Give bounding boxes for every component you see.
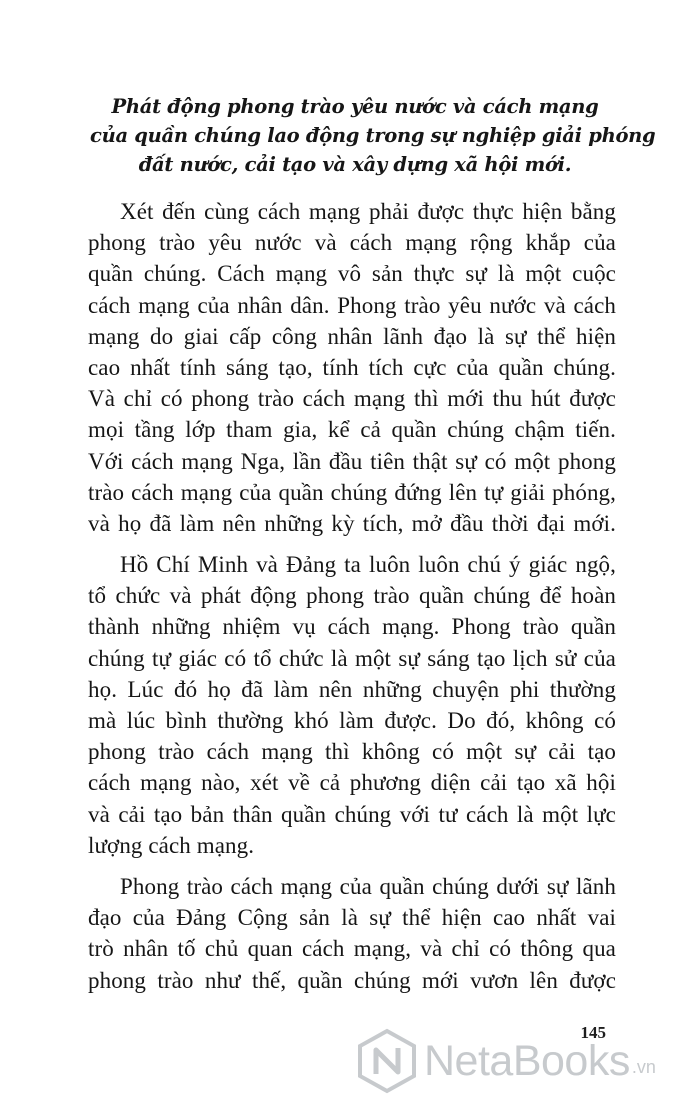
text-line: cách mạng của nhân dân. Phong trào yêu nước và cách xyxy=(88,292,616,318)
text-line: Hồ Chí Minh và Đảng ta luôn luôn chú ý giác ngộ, xyxy=(120,552,616,578)
text-line: quần chúng. Cách mạng vô sản thực sự là một cuộc xyxy=(88,261,616,287)
text-line: đạo của Đảng Cộng sản là sự thể hiện cao nhất vai xyxy=(88,905,616,931)
text-line: lượng cách mạng. xyxy=(88,832,255,858)
text-line: phong trào như thế, quần chúng mới vươn lên được xyxy=(88,967,616,993)
text-line: Và chỉ có phong trào cách mạng thì mới thu hút được xyxy=(88,386,616,412)
text-line: họ. Lúc đó họ đã làm nên những chuyện phi thường xyxy=(88,676,616,702)
paragraph xyxy=(88,196,616,539)
text-line: phong trào yêu nước và cách mạng rộng khắp của xyxy=(88,230,616,256)
text-line: trào cách mạng của quần chúng đứng lên tự giải phóng, xyxy=(88,479,616,505)
text-line: mạng do giai cấp công nhân lãnh đạo là sự thể hiện xyxy=(88,323,616,349)
text-line: Xét đến cùng cách mạng phải được thực hiện bằng xyxy=(120,199,616,224)
body-text xyxy=(88,196,616,1006)
text-line: và cải tạo bản thân quần chúng với tư cách là một lực xyxy=(88,801,616,827)
heading-line: đất nước, cải tạo và xây dựng xã hội mới. xyxy=(138,153,572,176)
text-line: tổ chức và phát động phong trào quần chúng để hoàn xyxy=(88,583,616,609)
watermark-text: NetaBooks xyxy=(424,1036,630,1085)
text-line: cách mạng nào, xét về cả phương diện cải tạo xã hội xyxy=(88,770,616,796)
paragraph xyxy=(88,549,616,861)
text-line: và họ đã làm nên những kỳ tích, mở đầu thời đại mới. xyxy=(88,510,616,536)
text-line: mọi tầng lớp tham gia, kể cả quần chúng chậm tiến. xyxy=(88,417,616,443)
heading-line: của quần chúng lao động trong sự nghiệp giải phóng xyxy=(90,124,656,147)
text-line: trò nhân tố chủ quan cách mạng, và chỉ có thông qua xyxy=(88,936,616,962)
watermark-suffix: .vn xyxy=(631,1057,656,1077)
text-line: thành những nhiệm vụ cách mạng. Phong trào quần xyxy=(88,614,616,640)
text-line: mà lúc bình thường khó làm được. Do đó, không có xyxy=(88,708,616,733)
text-line: cao nhất tính sáng tạo, tính tích cực của quần chúng. xyxy=(88,354,616,380)
paragraph xyxy=(88,871,616,996)
page-number: 145 xyxy=(580,1023,606,1042)
netabooks-logo-icon xyxy=(356,1028,418,1094)
text-line: chúng tự giác có tổ chức là một sự sáng tạo lịch sử của xyxy=(88,645,616,671)
text-line: Với cách mạng Nga, lần đầu tiên thật sự có một phong xyxy=(88,448,616,474)
text-line: phong trào cách mạng thì không có một sự cải tạo xyxy=(88,739,616,765)
section-heading xyxy=(90,92,656,179)
heading-line: Phát động phong trào yêu nước và cách mạng xyxy=(111,95,599,118)
watermark xyxy=(356,1028,656,1094)
text-line: Phong trào cách mạng của quần chúng dưới sự lãnh xyxy=(120,873,616,899)
